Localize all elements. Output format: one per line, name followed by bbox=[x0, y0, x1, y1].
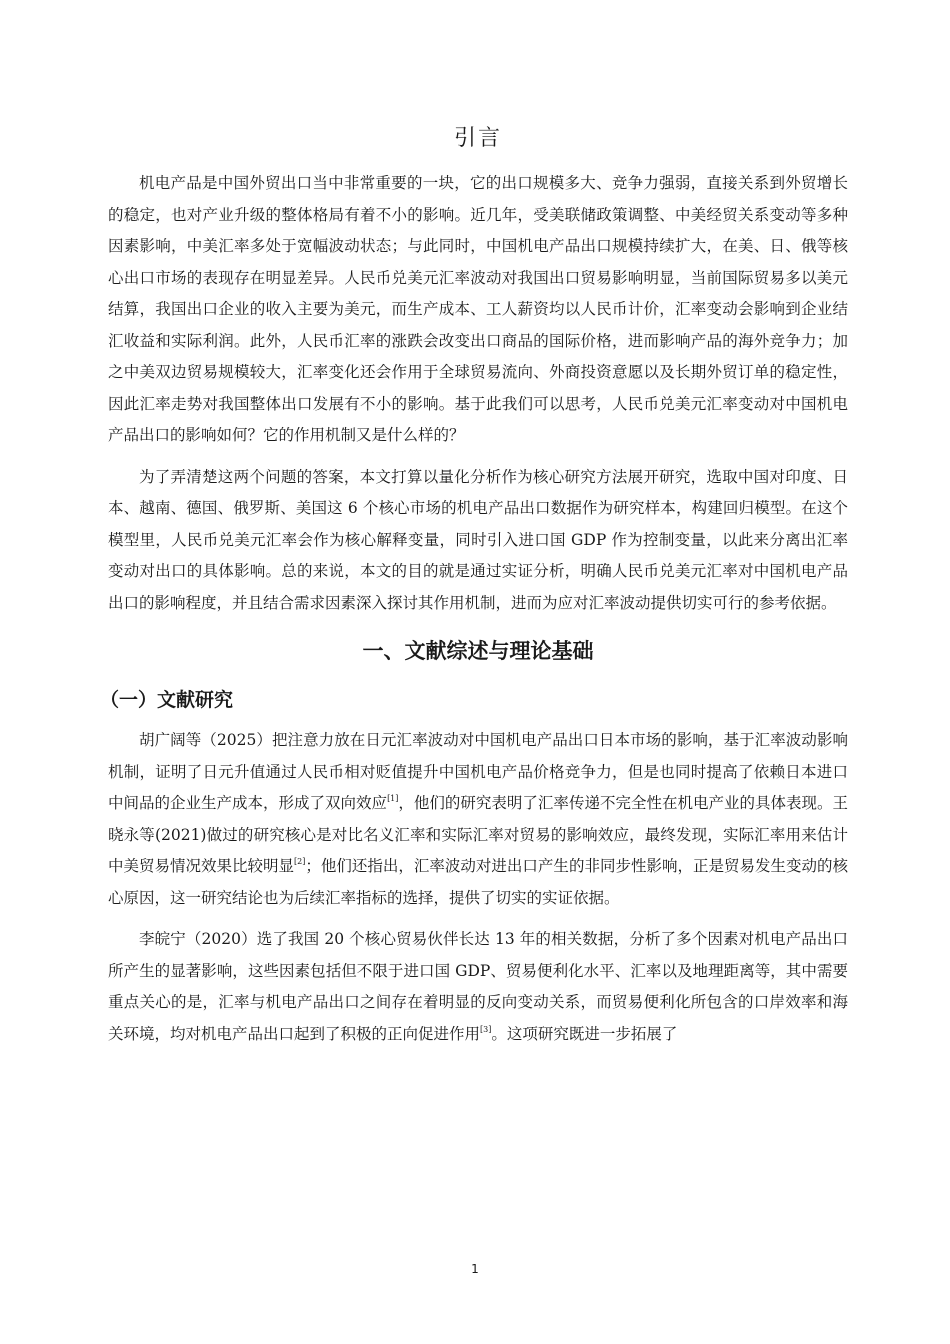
paragraph-text: 李皖宁（2020）选了我国 20 个核心贸易伙伴长达 13 年的相关数据，分析了多个因素对机电产品出口所产生的显著影响，这些因素包括但不限于进口国 GDP、贸易便利化水平、汇率以及地理距离等，其中需要重点关心的是，汇率与机电产品出口之间存在着明显的反向变动关系，而贸易便利化所包含的口岸效率和海关环境，均对机电产品出口起到了积极的正向促进作用 bbox=[108, 930, 848, 1043]
subsection-title: （一）文献研究 bbox=[100, 689, 234, 711]
literature-paragraph-1 bbox=[108, 725, 848, 914]
paragraph-text: ；他们还指出，汇率波动对进出口产生的非同步性影响，正是贸易发生变动的核心原因，这一研究结论也为后续汇率指标的选择，提供了切实的实证依据。 bbox=[108, 857, 848, 907]
literature-paragraph-2 bbox=[108, 924, 848, 1050]
citation-marker[interactable]: [3] bbox=[480, 1024, 492, 1034]
page-content bbox=[100, 118, 848, 1060]
paragraph-text: ，他们的研究表明了汇率传递不完全性在机电产业的具体表现。王晓永等(2021)做过的研究核心是对比名义汇率和实际汇率对贸易的影响效应，最终发现，实际汇率用来估计中美贸易情况效果比较明显 bbox=[108, 794, 848, 875]
section-title: 一、文献综述与理论基础 bbox=[362, 639, 594, 663]
intro-paragraph-2: 为了弄清楚这两个问题的答案，本文打算以量化分析作为核心研究方法展开研究，选取中国对印度、日本、越南、德国、俄罗斯、美国这 6 个核心市场的机电产品出口数据作为研究样本，构建回归模型。在这个模型里，人民币兑美元汇率会作为核心解释变量，同时引入进口国 GDP 作为控制变量，以此来分离出汇率变动对出口的具体影响。总的来说，本文的目的就是通过实证分析，明确人民币兑美元汇率对中国机电产品出口的影响程度，并且结合需求因素深入探讨其作用机制，进而为应对汇率波动提供切实可行的参考依据。 bbox=[108, 467, 848, 612]
page-number: 1 bbox=[471, 1262, 479, 1276]
intro-title: 引言 bbox=[453, 126, 502, 151]
citation-marker[interactable]: [1] bbox=[387, 794, 399, 803]
citation-marker[interactable]: [2] bbox=[294, 857, 306, 866]
paragraph-text: 。这项研究既进一步拓展了 bbox=[491, 1024, 678, 1043]
paragraph-text: 胡广阔等（2025）把注意力放在日元汇率波动对中国机电产品出口日本市场的影响，基于汇率波动影响机制，证明了日元升值通过人民币相对贬值提升中国机电产品价格竞争力，但是也同时提高了依赖日本进口中间品的企业生产成本，形成了双向效应 bbox=[108, 731, 848, 812]
intro-paragraph-1: 机电产品是中国外贸出口当中非常重要的一块，它的出口规模多大、竞争力强弱，直接关系到外贸增长的稳定，也对产业升级的整体格局有着不小的影响。近几年，受美联储政策调整、中美经贸关系变动等多种因素影响，中美汇率多处于宽幅波动状态；与此同时，中国机电产品出口规模持续扩大，在美、日、俄等核心出口市场的表现存在明显差异。人民币兑美元汇率波动对我国出口贸易影响明显，当前国际贸易多以美元结算，我国出口企业的收入主要为美元，而生产成本、工人薪资均以人民币计价，汇率变动会影响到企业结汇收益和实际利润。此外，人民币汇率的涨跌会改变出口商品的国际价格，进而影响产品的海外竞争力；加之中美双边贸易规模较大，汇率变化还会作用于全球贸易流向、外商投资意愿以及长期外贸订单的稳定性，因此汇率走势对我国整体出口发展有不小的影响。基于此我们可以思考，人民币兑美元汇率变动对中国机电产品出口的影响如何？它的作用机制又是什么样的？ bbox=[108, 174, 848, 444]
